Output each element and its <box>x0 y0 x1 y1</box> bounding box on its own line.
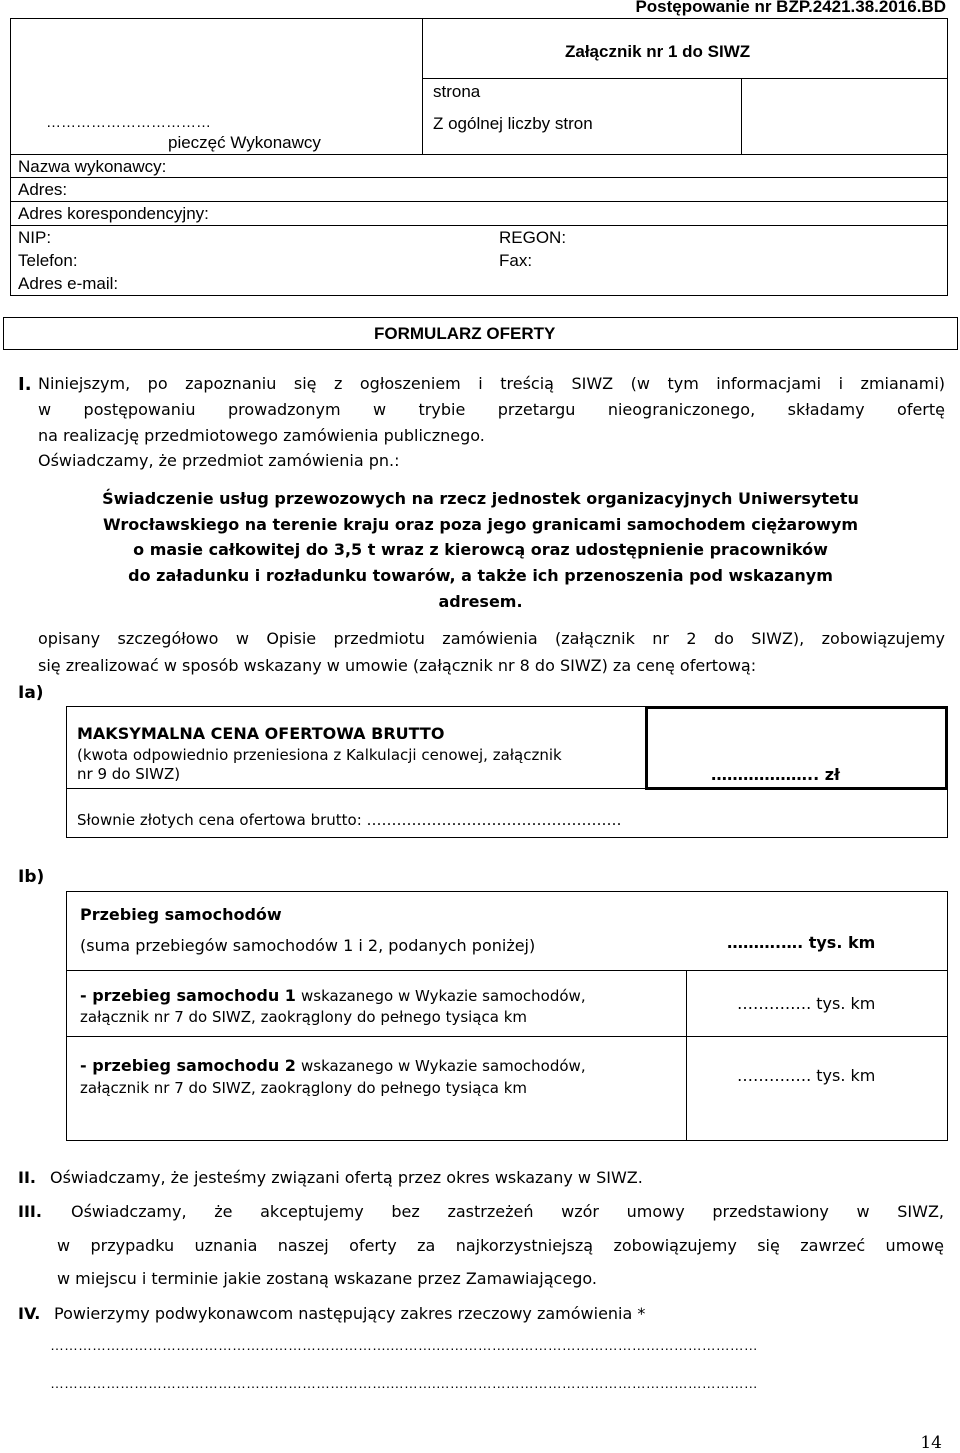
mileage-value: ……….…. tys. km <box>727 933 876 952</box>
price-value: ……………….. zł <box>711 765 840 784</box>
section-1-line: Niniejszym, po zapoznaniu się z ogłoszeniem i treścią SIWZ (w tym informacjami i zmianami) <box>38 374 945 393</box>
car-1-note: wskazanego w Wykazie samochodów, <box>301 987 586 1005</box>
subject-line: Wrocławskiego na terenie kraju oraz poza jego granicami samochodem ciężarowym <box>103 515 858 534</box>
mileage-note: (suma przebiegów samochodów 1 i 2, podanych poniżej) <box>80 936 536 955</box>
section-2-number: II. <box>18 1168 36 1187</box>
mileage-title: Przebieg samochodów <box>80 905 282 924</box>
description-line: opisany szczegółowo w Opisie przedmiotu zamówienia (załącznik nr 2 do SIWZ), zobowiązujemy <box>38 629 945 648</box>
description-line: się zrealizować w sposób wskazany w umowie (załącznik nr 8 do SIWZ) za cenę ofertową: <box>38 656 757 675</box>
box-divider <box>10 154 948 155</box>
box-divider <box>10 177 948 178</box>
mileage-table-divider <box>66 1036 948 1037</box>
price-note: nr 9 do SIWZ) <box>77 765 181 783</box>
case-number: Postępowanie nr BZP.2421.38.2016.BD <box>635 0 946 16</box>
phone-label: Telefon: <box>18 251 78 270</box>
car-1-row <box>80 986 586 1005</box>
page-number: 14 <box>920 1433 942 1453</box>
section-3-line: Oświadczamy, że akceptujemy bez zastrzeżeń wzór umowy przedstawiony w SIWZ, <box>71 1202 944 1221</box>
stamp-label: pieczęć Wykonawcy <box>168 133 321 152</box>
section-3-line: w przypadku uznania naszej oferty za najkorzystniejszą zobowiązujemy się zawrzeć umowę <box>57 1236 944 1255</box>
price-note: (kwota odpowiednio przeniesiona z Kalkulacji cenowej, załącznik <box>77 746 562 764</box>
email-label: Adres e-mail: <box>18 274 119 293</box>
section-1-number: I. <box>18 374 32 395</box>
words-label: Słownie złotych cena ofertowa brutto: …………………………………………… <box>77 811 622 829</box>
box-divider <box>422 78 948 79</box>
car-2-value: ……….…. tys. km <box>737 1066 876 1085</box>
car-2-title: - przebieg samochodu 2 <box>80 1056 296 1075</box>
annex-label: Załącznik nr 1 do SIWZ <box>565 42 751 61</box>
section-1-line: w postępowaniu prowadzonym w trybie przetargu nieograniczonego, składamy ofertę <box>38 400 945 419</box>
section-2-text: Oświadczamy, że jesteśmy związani ofertą przez okres wskazany w SIWZ. <box>50 1168 643 1187</box>
stamp-dots: …………………………… <box>46 114 211 131</box>
car-2-note: załącznik nr 7 do SIWZ, zaokrąglony do pełnego tysiąca km <box>80 1079 528 1097</box>
section-1-line: Oświadczamy, że przedmiot zamówienia pn.: <box>38 451 400 470</box>
fax-label: Fax: <box>499 251 533 270</box>
box-divider <box>10 225 948 226</box>
page-label: strona <box>433 82 481 101</box>
car-1-title: - przebieg samochodu 1 <box>80 986 296 1005</box>
corr-address-label: Adres korespondencyjny: <box>18 204 209 223</box>
price-title: MAKSYMALNA CENA OFERTOWA BRUTTO <box>77 724 445 743</box>
subject-line: Świadczenie usług przewozowych na rzecz jednostek organizacyjnych Uniwersytetu <box>102 489 859 508</box>
contractor-name-label: Nazwa wykonawcy: <box>18 157 167 176</box>
section-4-number: IV. <box>18 1304 41 1323</box>
box-divider <box>422 18 423 154</box>
fill-dots-line: ……………………………………………………………….……….…………………………………………………………… <box>50 1337 758 1353</box>
section-3-number: III. <box>18 1202 42 1221</box>
form-title: FORMULARZ OFERTY <box>374 324 556 343</box>
box-divider <box>741 78 742 154</box>
regon-label: REGON: <box>499 228 567 247</box>
mileage-table-divider <box>686 970 687 1141</box>
mileage-table-divider <box>66 970 948 971</box>
ib-label: Ib) <box>18 867 45 887</box>
subject-line: o masie całkowitej do 3,5 t wraz z kierowcą oraz udostępnienie pracowników <box>133 540 828 559</box>
section-4-text: Powierzymy podwykonawcom następujący zakres rzeczowy zamówienia * <box>54 1304 646 1323</box>
car-1-note: załącznik nr 7 do SIWZ, zaokrąglony do pełnego tysiąca km <box>80 1008 528 1026</box>
car-2-note: wskazanego w Wykazie samochodów, <box>301 1057 586 1075</box>
address-label: Adres: <box>18 180 68 199</box>
car-2-row <box>80 1056 586 1075</box>
total-pages-label: Z ogólnej liczby stron <box>433 114 593 133</box>
section-3-line: w miejscu i terminie jakie zostaną wskazane przez Zamawiającego. <box>57 1269 597 1288</box>
ia-label: Ia) <box>18 683 44 703</box>
section-1-line: na realizację przedmiotowego zamówienia publicznego. <box>38 426 485 445</box>
subject-line: do załadunku i rozładunku towarów, a także ich przenoszenia pod wskazanym <box>128 566 833 585</box>
fill-dots-line: ……………………………………………………………….……….…………………………………………………………… <box>50 1375 758 1391</box>
car-1-value: ……….…. tys. km <box>737 994 876 1013</box>
words-dots: …………………………………………… <box>366 811 622 829</box>
box-divider <box>10 201 948 202</box>
nip-label: NIP: <box>18 228 52 247</box>
subject-line: adresem. <box>438 592 523 611</box>
